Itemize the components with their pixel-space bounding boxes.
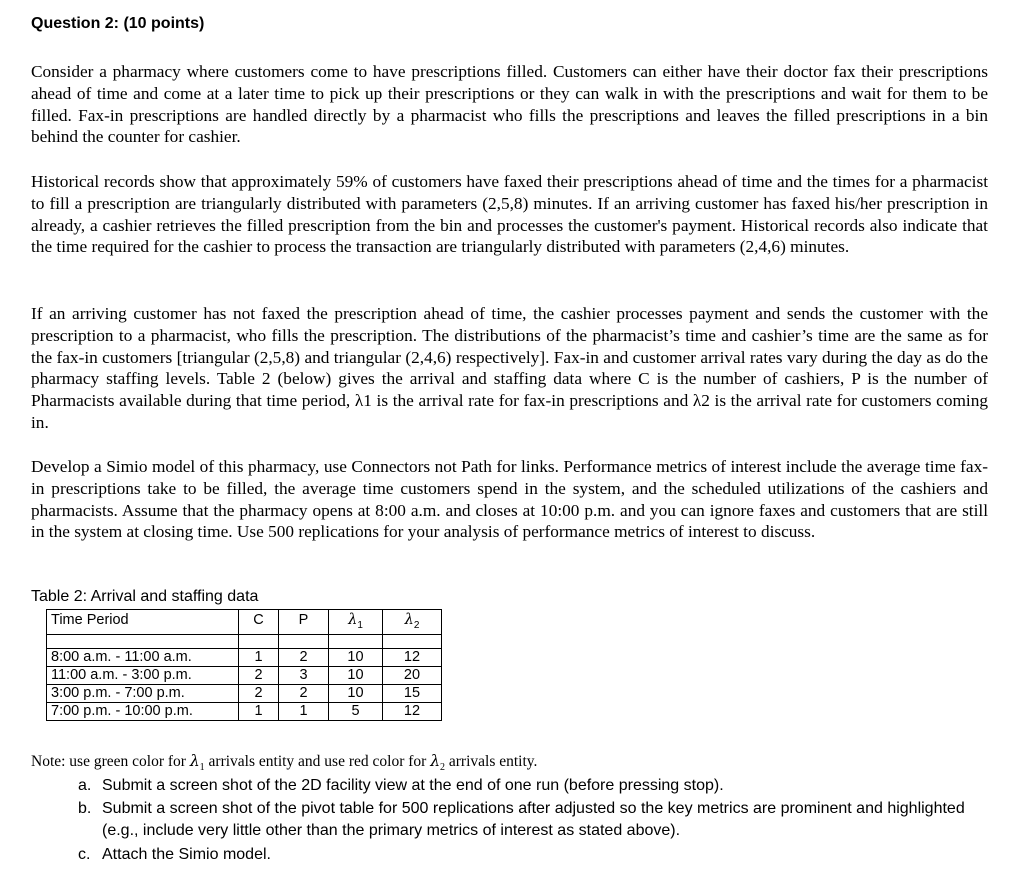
note-lambda2-subscript: 2 xyxy=(440,762,446,774)
staffing-table xyxy=(46,609,442,721)
cell-lambda2: 15 xyxy=(383,685,442,703)
cell-period: 8:00 a.m. - 11:00 a.m. xyxy=(47,649,239,667)
note-part3: arrivals entity. xyxy=(445,753,538,770)
lambda1-symbol: λ xyxy=(348,612,358,628)
cell-period: 7:00 p.m. - 10:00 p.m. xyxy=(47,703,239,721)
lambda1-subscript: 1 xyxy=(357,619,363,631)
lambda2-symbol: λ xyxy=(404,612,414,628)
cell-period: 3:00 p.m. - 7:00 p.m. xyxy=(47,685,239,703)
paragraph-intro: Consider a pharmacy where customers come to have prescriptions filled. Customers can either have their doctor fax their prescriptions ahead of time and come at a later time to pick up their prescriptions or they can walk in with the prescriptions and wait for them to be filled. Fax-in prescriptions are handled directly by a pharmacist who fills the prescriptions and leaves the filled prescriptions in a bin behind the counter for cashier. xyxy=(31,62,988,147)
list-marker-a: a. xyxy=(78,777,92,794)
list-item-c xyxy=(78,844,271,866)
table-row xyxy=(47,649,442,667)
cell-p: 2 xyxy=(279,685,329,703)
cell-lambda2: 12 xyxy=(383,703,442,721)
note-lambda1-subscript: 1 xyxy=(199,762,205,774)
question-heading: Question 2: (10 points) xyxy=(31,15,205,32)
cell-period: 11:00 a.m. - 3:00 p.m. xyxy=(47,667,239,685)
paragraph-walk-in-customers: If an arriving customer has not faxed the prescription ahead of time, the cashier processes payment and sends the customer with the prescription to a pharmacist, who fills the prescription. The distributions of the pharmacist’s time and cashier’s time are the same as for the fax-in customers [triangular (2,5,8) and triangular (2,4,6) respectively]. Fax-in and customer arrival rates vary during the day as do the pharmacy staffing levels. Table 2 (below) gives the arrival and staffing data where C is the number of cashiers, P is the number of Pharmacists available during that time period, λ1 is the arrival rate for fax-in prescriptions and λ2 is the arrival rate for customers coming in. xyxy=(31,304,988,432)
entity-color-note xyxy=(31,752,537,773)
cell-lambda1: 10 xyxy=(329,685,383,703)
cell-lambda2: 12 xyxy=(383,649,442,667)
list-text-a: Submit a screen shot of the 2D facility view at the end of one run (before pressing stop). xyxy=(102,777,724,794)
table-caption: Table 2: Arrival and staffing data xyxy=(31,588,259,605)
table-spacer-row xyxy=(47,635,442,649)
cell-lambda1: 10 xyxy=(329,667,383,685)
note-part1: Note: use green color for xyxy=(31,753,190,770)
cell-lambda1: 5 xyxy=(329,703,383,721)
table-row xyxy=(47,667,442,685)
table-row xyxy=(47,703,442,721)
cell-c: 2 xyxy=(239,685,279,703)
cell-p: 2 xyxy=(279,649,329,667)
list-item-a xyxy=(78,775,724,797)
cell-c: 1 xyxy=(239,649,279,667)
cell-lambda1: 10 xyxy=(329,649,383,667)
list-text-b: Submit a screen shot of the pivot table for 500 replications after adjusted so the key metrics are prominent and highlighted (e.g., include very little other than the primary metrics of interest as stated above). xyxy=(102,800,965,839)
table-row xyxy=(47,685,442,703)
paragraph-historical-records: Historical records show that approximately 59% of customers have faxed their prescriptions ahead of time and the times for a pharmacist to fill a prescription are triangularly distributed with parameters (2,5,8) minutes. If an arriving customer has faxed his/her prescription in already, a cashier retrieves the filled prescription from the bin and processes the customer's payment. Historical records also indicate that the time required for the cashier to process the transaction are triangularly distributed with parameters (2,4,6) minutes. xyxy=(31,172,988,257)
list-item-b xyxy=(78,798,965,839)
cell-c: 1 xyxy=(239,703,279,721)
lambda2-subscript: 2 xyxy=(413,619,420,631)
cell-p: 3 xyxy=(279,667,329,685)
paragraph-model-task: Develop a Simio model of this pharmacy, use Connectors not Path for links. Performance metrics of interest include the average time fax-in prescriptions take to be filled, the average time customers spend in the system, and the scheduled utilizations of the cashiers and pharmacists. Assume that the pharmacy opens at 8:00 a.m. and closes at 10:00 p.m. and you can ignore faxes and customers that are still in the system at closing time. Use 500 replications for your analysis of performance metrics of interest to discuss. xyxy=(31,457,988,542)
note-lambda1-symbol: λ xyxy=(189,752,200,770)
cell-p: 1 xyxy=(279,703,329,721)
table-header-row xyxy=(47,610,442,635)
list-marker-c: c. xyxy=(78,846,91,863)
header-cashiers: C xyxy=(239,610,279,635)
header-lambda1 xyxy=(329,610,383,635)
note-lambda2-symbol: λ xyxy=(430,752,441,770)
note-part2: arrivals entity and use red color for xyxy=(204,753,431,770)
header-time-period: Time Period xyxy=(47,610,239,635)
list-text-c: Attach the Simio model. xyxy=(102,846,271,863)
header-pharmacists: P xyxy=(279,610,329,635)
list-marker-b: b. xyxy=(78,800,92,817)
header-lambda2 xyxy=(383,610,442,635)
cell-lambda2: 20 xyxy=(383,667,442,685)
cell-c: 2 xyxy=(239,667,279,685)
